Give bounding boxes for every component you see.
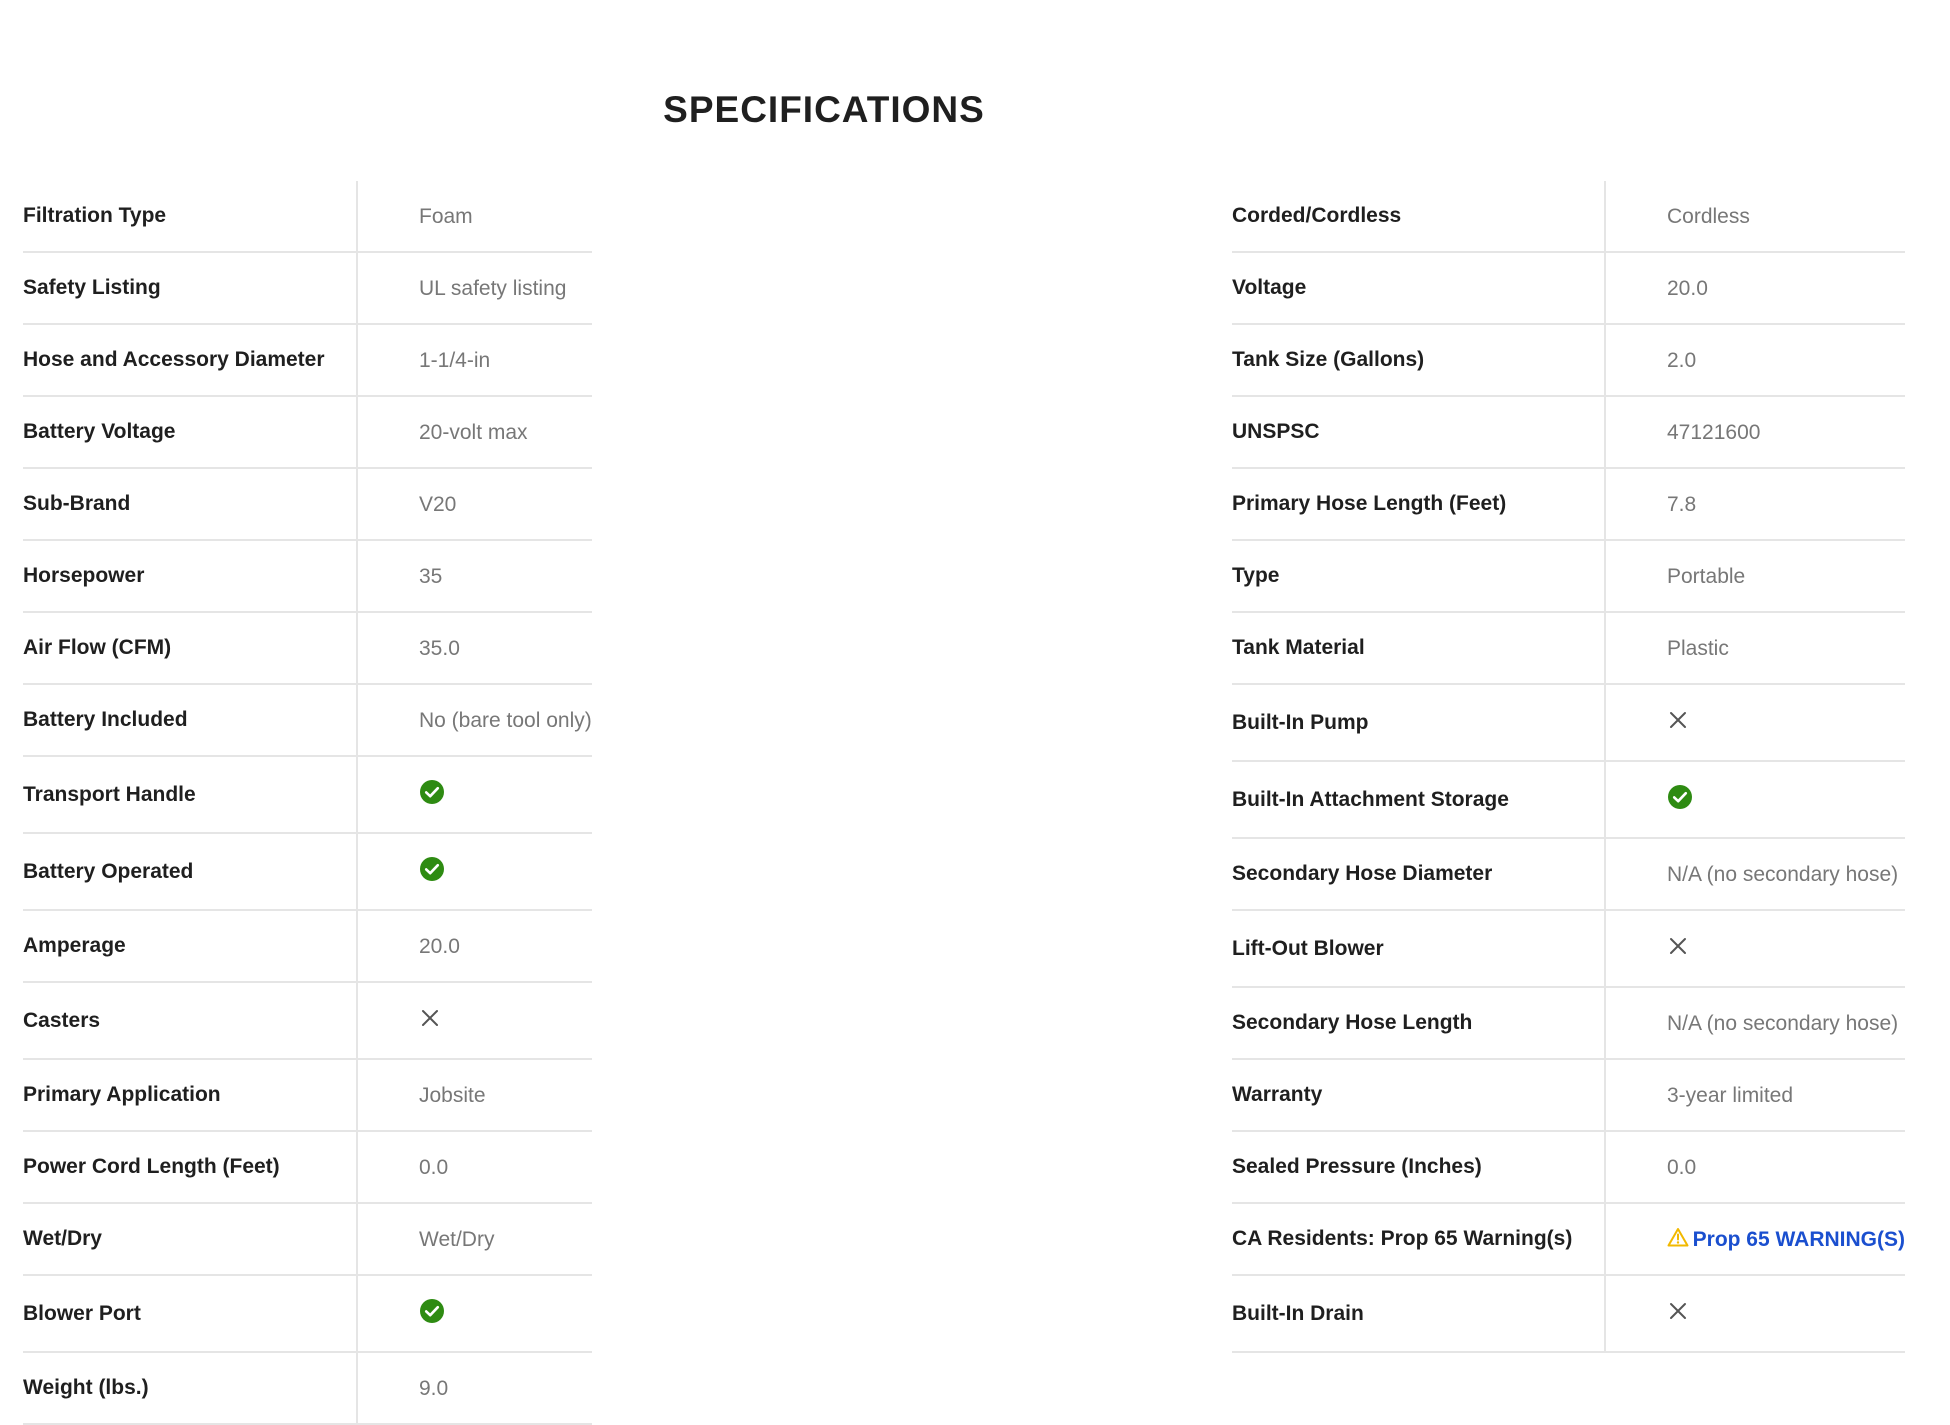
spec-value: N/A (no secondary hose) — [1667, 1011, 1899, 1035]
spec-value: Cordless — [1667, 204, 1750, 228]
spec-row-amperage — [23, 911, 592, 983]
spec-value — [1606, 1204, 1905, 1274]
prop65-warning-text[interactable]: Prop 65 WARNING(S) — [1692, 1227, 1905, 1251]
spec-value: 20.0 — [1667, 276, 1708, 300]
spec-value: Wet/Dry — [419, 1227, 495, 1251]
x-icon — [419, 1007, 441, 1035]
spec-label: Amperage — [23, 911, 358, 981]
check-circle-icon — [419, 779, 445, 811]
spec-value: UL safety listing — [419, 276, 567, 300]
spec-value — [1606, 762, 1693, 837]
spec-row-tank-size-gallons — [1232, 325, 1905, 397]
spec-row-blower-port — [23, 1276, 592, 1353]
spec-value: Portable — [1667, 564, 1746, 588]
specs-table-left — [23, 181, 592, 1425]
spec-value: 20-volt max — [419, 420, 528, 444]
spec-row-battery-operated — [23, 834, 592, 911]
spec-row-transport-handle — [23, 757, 592, 834]
spec-row-primary-application — [23, 1060, 592, 1132]
spec-row-secondary-hose-diameter — [1232, 839, 1905, 911]
spec-value: N/A (no secondary hose) — [1667, 862, 1899, 886]
x-icon — [1667, 1300, 1689, 1328]
spec-label: Built-In Drain — [1232, 1276, 1606, 1351]
spec-value: Jobsite — [419, 1083, 486, 1107]
spec-label: UNSPSC — [1232, 397, 1606, 467]
spec-value: No (bare tool only) — [419, 708, 592, 732]
x-icon — [1667, 935, 1689, 963]
spec-label: Weight (lbs.) — [23, 1353, 358, 1423]
spec-label: Battery Included — [23, 685, 358, 755]
spec-label: Tank Material — [1232, 613, 1606, 683]
spec-label: Primary Application — [23, 1060, 358, 1130]
spec-label: Battery Operated — [23, 834, 358, 909]
spec-value — [1606, 1276, 1689, 1351]
spec-value: 3-year limited — [1667, 1083, 1794, 1107]
warning-triangle-icon — [1667, 1227, 1693, 1253]
spec-label: Secondary Hose Diameter — [1232, 839, 1606, 909]
spec-label: Safety Listing — [23, 253, 358, 323]
spec-label: Filtration Type — [23, 181, 358, 251]
spec-label: Air Flow (CFM) — [23, 613, 358, 683]
spec-row-lift-out-blower — [1232, 911, 1905, 988]
spec-label: Primary Hose Length (Feet) — [1232, 469, 1606, 539]
spec-label: CA Residents: Prop 65 Warning(s) — [1232, 1204, 1606, 1274]
spec-value: 47121600 — [1667, 420, 1761, 444]
spec-label: Secondary Hose Length — [1232, 988, 1606, 1058]
spec-label: Type — [1232, 541, 1606, 611]
spec-value — [1606, 685, 1689, 760]
spec-row-casters — [23, 983, 592, 1060]
spec-value: 1-1/4-in — [419, 348, 491, 372]
spec-row-ca-residents-prop-65-warning-s — [1232, 1204, 1905, 1276]
spec-row-safety-listing — [23, 253, 592, 325]
spec-row-battery-included — [23, 685, 592, 757]
spec-label: Wet/Dry — [23, 1204, 358, 1274]
spec-value: 7.8 — [1667, 492, 1697, 516]
spec-row-type — [1232, 541, 1905, 613]
spec-row-wet-dry — [23, 1204, 592, 1276]
spec-row-power-cord-length-feet — [23, 1132, 592, 1204]
spec-label: Casters — [23, 983, 358, 1058]
spec-row-warranty — [1232, 1060, 1905, 1132]
spec-row-voltage — [1232, 253, 1905, 325]
spec-row-weight-lbs — [23, 1353, 592, 1425]
spec-row-tank-material — [1232, 613, 1905, 685]
spec-value: Foam — [419, 204, 473, 228]
spec-row-primary-hose-length-feet — [1232, 469, 1905, 541]
spec-row-air-flow-cfm — [23, 613, 592, 685]
spec-value: 2.0 — [1667, 348, 1697, 372]
spec-row-built-in-drain — [1232, 1276, 1905, 1353]
spec-value: 9.0 — [419, 1376, 449, 1400]
prop65-warning-link[interactable] — [1667, 1227, 1905, 1253]
spec-label: Lift-Out Blower — [1232, 911, 1606, 986]
spec-label: Power Cord Length (Feet) — [23, 1132, 358, 1202]
specs-table-right — [1232, 181, 1905, 1353]
spec-row-sub-brand — [23, 469, 592, 541]
spec-value: 35 — [419, 564, 443, 588]
spec-value — [358, 757, 445, 832]
spec-row-hose-and-accessory-diameter — [23, 325, 592, 397]
spec-value: 35.0 — [419, 636, 460, 660]
spec-label: Horsepower — [23, 541, 358, 611]
spec-label: Corded/Cordless — [1232, 181, 1606, 251]
check-circle-icon — [1667, 784, 1693, 816]
check-circle-icon — [419, 856, 445, 888]
spec-label: Sealed Pressure (Inches) — [1232, 1132, 1606, 1202]
spec-row-secondary-hose-length — [1232, 988, 1905, 1060]
spec-row-battery-voltage — [23, 397, 592, 469]
spec-value — [358, 983, 441, 1058]
spec-label: Tank Size (Gallons) — [1232, 325, 1606, 395]
spec-value: V20 — [419, 492, 457, 516]
check-circle-icon — [419, 1298, 445, 1330]
spec-row-filtration-type — [23, 181, 592, 253]
spec-row-sealed-pressure-inches — [1232, 1132, 1905, 1204]
spec-label: Sub-Brand — [23, 469, 358, 539]
page-title: SPECIFICATIONS — [663, 88, 985, 130]
spec-label: Transport Handle — [23, 757, 358, 832]
spec-value: 0.0 — [419, 1155, 449, 1179]
spec-value — [1606, 911, 1689, 986]
spec-row-built-in-pump — [1232, 685, 1905, 762]
spec-value — [358, 834, 445, 909]
spec-label: Battery Voltage — [23, 397, 358, 467]
spec-row-unspsc — [1232, 397, 1905, 469]
spec-value: 0.0 — [1667, 1155, 1697, 1179]
x-icon — [1667, 709, 1689, 737]
spec-label: Built-In Pump — [1232, 685, 1606, 760]
spec-row-corded-cordless — [1232, 181, 1905, 253]
spec-label: Warranty — [1232, 1060, 1606, 1130]
spec-value — [358, 1276, 445, 1351]
spec-row-horsepower — [23, 541, 592, 613]
spec-value: Plastic — [1667, 636, 1729, 660]
spec-value: 20.0 — [419, 934, 460, 958]
spec-label: Hose and Accessory Diameter — [23, 325, 358, 395]
spec-label: Blower Port — [23, 1276, 358, 1351]
spec-row-built-in-attachment-storage — [1232, 762, 1905, 839]
spec-label: Voltage — [1232, 253, 1606, 323]
spec-label: Built-In Attachment Storage — [1232, 762, 1606, 837]
